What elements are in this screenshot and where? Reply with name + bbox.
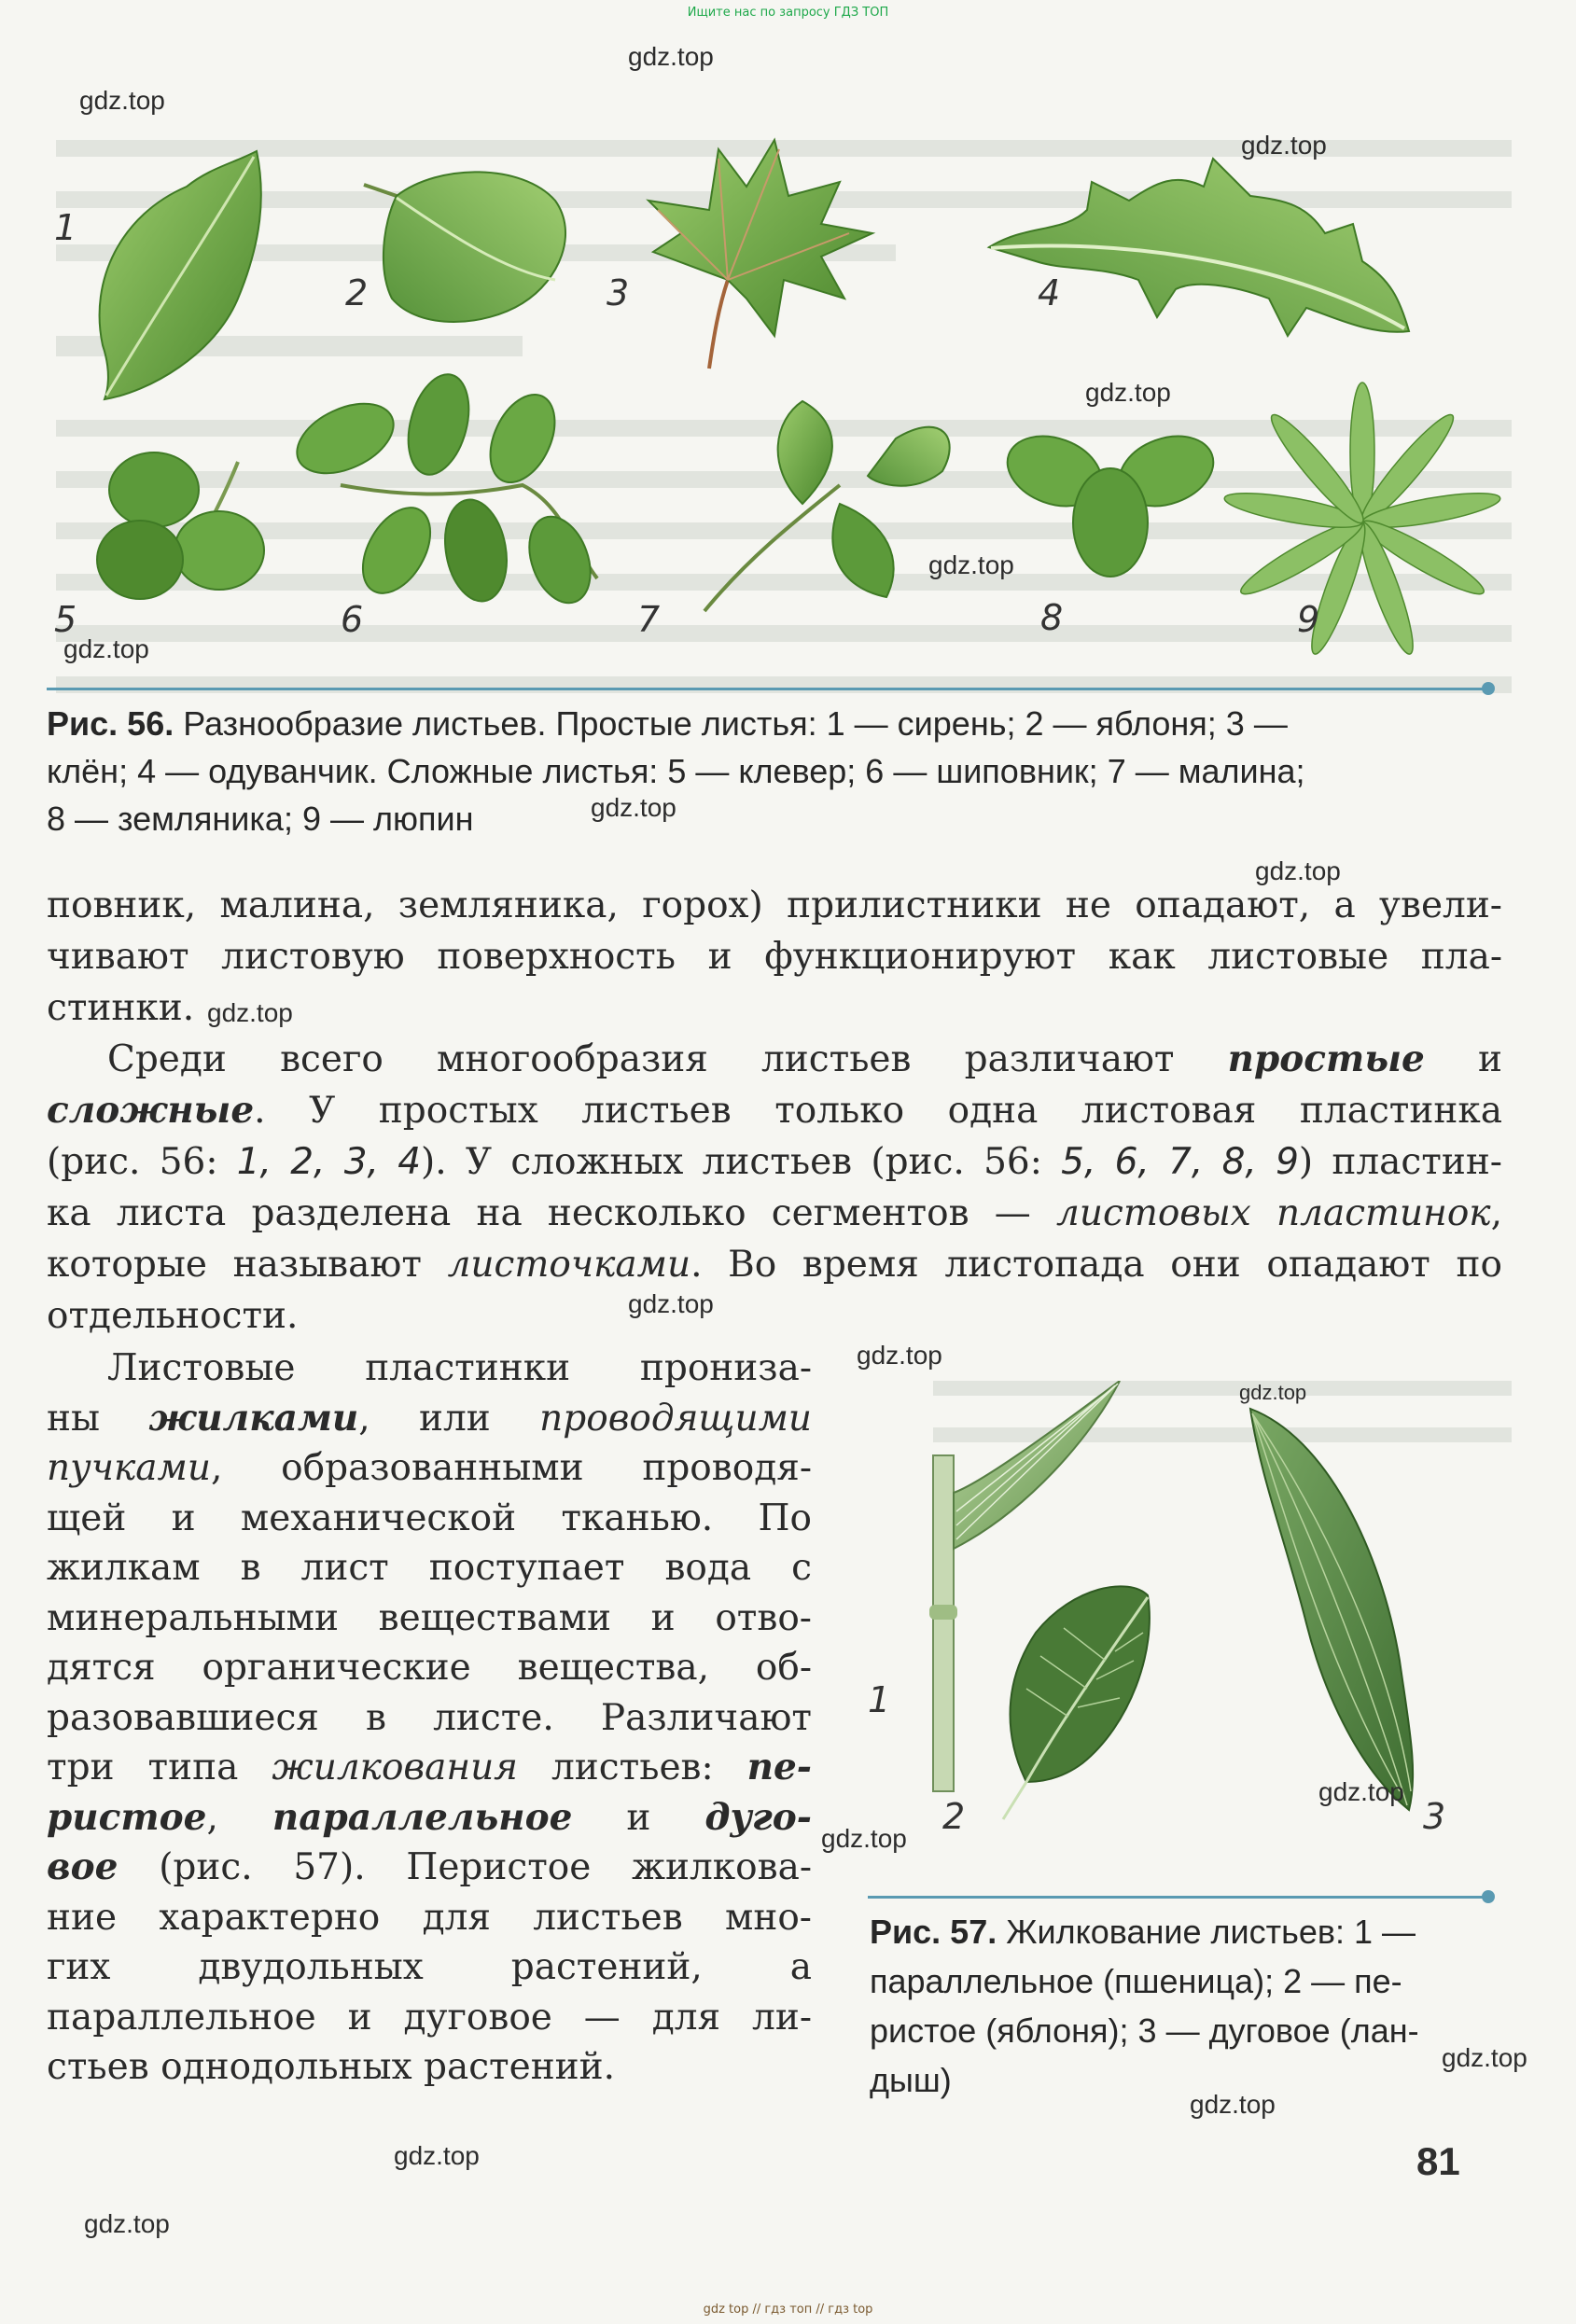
watermark: gdz.top xyxy=(821,1824,907,1853)
text-run: ка листа разделена на несколько сегментов — xyxy=(47,1192,1057,1234)
leaf-rosehip-icon xyxy=(286,368,602,611)
term-puchki: пучками xyxy=(47,1447,211,1489)
leaf-apple-venation-icon xyxy=(1003,1586,1150,1819)
leaf-clover-icon xyxy=(97,452,264,599)
figure-57-divider xyxy=(868,1896,1488,1899)
text-line: стинки. xyxy=(47,987,195,1029)
fig56-label-1: 1 xyxy=(54,207,77,248)
term-listochki: листочками xyxy=(447,1244,691,1286)
caption-line: 8 — земляника; 9 — люпин xyxy=(47,800,474,838)
figure-ref: 5, 6, 7, 8, 9 xyxy=(1061,1141,1299,1183)
fig56-label-5: 5 xyxy=(54,599,77,640)
term-dugovoe: дуго- xyxy=(704,1795,812,1839)
text-line xyxy=(47,1136,1502,1188)
text-line xyxy=(47,1188,1502,1239)
watermark: gdz.top xyxy=(591,793,676,822)
top-banner[interactable]: Ищите нас по запросу ГДЗ ТОП xyxy=(687,6,889,20)
text-line: параллельное и дуговое — для ли- xyxy=(47,1996,812,2039)
paragraph-venation xyxy=(47,1343,812,2093)
figure-57-caption-label: Рис. 57. xyxy=(870,1913,997,1951)
text-run: и xyxy=(1424,1038,1503,1080)
watermark: gdz.top xyxy=(1318,1777,1404,1806)
watermark: gdz.top xyxy=(79,86,165,115)
figure-56-caption xyxy=(47,700,1502,842)
fig56-label-3: 3 xyxy=(607,272,630,313)
caption-line: клён; 4 — одуванчик. Сложные листья: 5 — клевер; 6 — шиповник; 7 — малина; xyxy=(47,752,1305,790)
watermark: gdz.top xyxy=(1255,856,1341,885)
term-zhilki: жилками xyxy=(148,1396,359,1440)
watermark: gdz.top xyxy=(1190,2090,1276,2119)
fig56-label-8: 8 xyxy=(1040,597,1064,638)
fig57-label-3: 3 xyxy=(1423,1796,1446,1837)
text-run: , образованными проводя- xyxy=(211,1447,812,1489)
text-line: жилкам в лист поступает вода с xyxy=(47,1547,812,1589)
text-run: и xyxy=(572,1796,705,1839)
watermark: gdz.top xyxy=(394,2141,480,2170)
figure-57-caption xyxy=(870,1907,1504,2105)
fig56-label-7: 7 xyxy=(637,599,661,640)
paragraph-simple-compound xyxy=(47,1034,1502,1342)
watermark: gdz.top xyxy=(1241,131,1327,160)
text-line xyxy=(47,1085,1502,1136)
term-peristoe: пе- xyxy=(746,1746,812,1788)
watermark: gdz.top xyxy=(1442,2043,1527,2072)
text-line: гих двудольных растений, а xyxy=(47,1946,812,1988)
watermark: gdz.top xyxy=(84,2209,170,2238)
watermark: gdz.top xyxy=(857,1341,942,1370)
figure-57-illustration xyxy=(840,1381,1512,1847)
text-line: минеральными веществами и отво- xyxy=(47,1596,812,1639)
text-run: ны xyxy=(47,1397,149,1440)
fig57-label-2: 2 xyxy=(942,1796,966,1837)
caption-line: Разнообразие листьев. Простые листья: 1 — сирень; 2 — яблоня; 3 — xyxy=(174,704,1288,743)
caption-line: Жилкование листьев: 1 — xyxy=(997,1913,1416,1951)
watermark: gdz.top xyxy=(1085,378,1171,407)
text-run: ) пластин- xyxy=(1298,1141,1502,1183)
leaf-maple-icon xyxy=(649,140,872,369)
text-line: Листовые пластинки прониза- xyxy=(107,1347,812,1389)
text-run: листьев: xyxy=(518,1746,747,1788)
text-line: дятся органические вещества, об- xyxy=(47,1647,812,1689)
text-line xyxy=(47,1743,812,1793)
watermark: gdz.top xyxy=(928,550,1014,579)
fig56-label-4: 4 xyxy=(1038,272,1061,313)
text-run: . У простых листьев только одна листовая пластинка xyxy=(254,1090,1502,1132)
watermark: gdz.top xyxy=(207,998,293,1027)
fig57-label-1: 1 xyxy=(868,1679,891,1720)
caption-line: дыш) xyxy=(870,2061,952,2099)
text-line: щей и механической тканью. По xyxy=(47,1496,812,1539)
caption-line: ристое (яблоня); 3 — дуговое (лан- xyxy=(870,2011,1419,2050)
text-run: , xyxy=(1490,1192,1502,1234)
text-line: отдельности. xyxy=(47,1295,299,1337)
figure-56-divider xyxy=(47,688,1488,690)
text-line: повник, малина, земляника, горох) прилистники не опадают, а увели- xyxy=(47,884,1502,926)
bottom-banner[interactable]: gdz top // гдз топ // гдз top xyxy=(703,2303,873,2317)
term-listovye-plastinki: листовых пластинок xyxy=(1056,1192,1491,1234)
text-run: , xyxy=(206,1796,272,1839)
watermark: gdz.top xyxy=(628,42,714,71)
text-line: ние характерно для листьев мно- xyxy=(47,1896,812,1939)
text-line: разовавшиеся в листе. Различают xyxy=(47,1696,812,1739)
leaf-lilac-icon xyxy=(100,151,261,399)
term-peristoe: ристое xyxy=(47,1795,207,1839)
text-line xyxy=(47,1443,812,1494)
leaf-strawberry-icon xyxy=(997,424,1223,577)
text-run: три типа xyxy=(47,1746,272,1788)
text-line xyxy=(47,1239,1502,1290)
text-run: ). У сложных листьев (рис. 56: xyxy=(421,1141,1062,1183)
text-run: которые называют xyxy=(47,1244,448,1286)
watermark: gdz.top xyxy=(63,634,149,663)
figure-56-caption-label: Рис. 56. xyxy=(47,704,174,743)
fig56-label-9: 9 xyxy=(1297,599,1320,640)
figure-ref: 1, 2, 3, 4 xyxy=(236,1141,422,1183)
caption-line: параллельное (пшеница); 2 — пе- xyxy=(870,1962,1402,2000)
text-line xyxy=(47,1843,812,1893)
text-line xyxy=(47,1793,812,1844)
figure-56-illustration xyxy=(0,0,1576,672)
text-line xyxy=(47,1034,1502,1085)
leaf-raspberry-icon xyxy=(704,401,950,611)
text-line xyxy=(47,1394,812,1444)
leaf-lupine-icon xyxy=(1222,383,1502,658)
page-number: 81 xyxy=(1416,2139,1460,2183)
leaf-lily-of-the-valley-icon xyxy=(1250,1409,1413,1810)
text-run: , или xyxy=(358,1397,540,1440)
watermark: gdz.top xyxy=(1239,1381,1307,1404)
text-run: . Во время листопада они опадают по xyxy=(690,1244,1502,1286)
fig56-label-2: 2 xyxy=(345,272,369,313)
text-line: чивают листовую поверхность и функционируют как листовые пла- xyxy=(47,936,1502,978)
watermark: gdz.top xyxy=(628,1289,714,1318)
fig56-label-6: 6 xyxy=(341,599,364,640)
term-slozhnye: сложные xyxy=(47,1089,255,1132)
text-run: (рис. 57). Перистое жилкова- xyxy=(118,1846,812,1888)
term-prostye: простые xyxy=(1227,1037,1425,1080)
term-provodyashchie: проводящими xyxy=(539,1397,813,1440)
text-run: Среди всего многообразия листьев различают xyxy=(107,1038,1228,1080)
term-zhilkovanie: жилкования xyxy=(272,1746,519,1788)
term-parallelnoe: параллельное xyxy=(272,1795,573,1839)
leaf-apple-icon xyxy=(364,172,565,322)
text-run: (рис. 56: xyxy=(47,1141,237,1183)
term-dugovoe: вое xyxy=(47,1845,119,1888)
text-line: стьев однодольных растений. xyxy=(47,2046,616,2088)
